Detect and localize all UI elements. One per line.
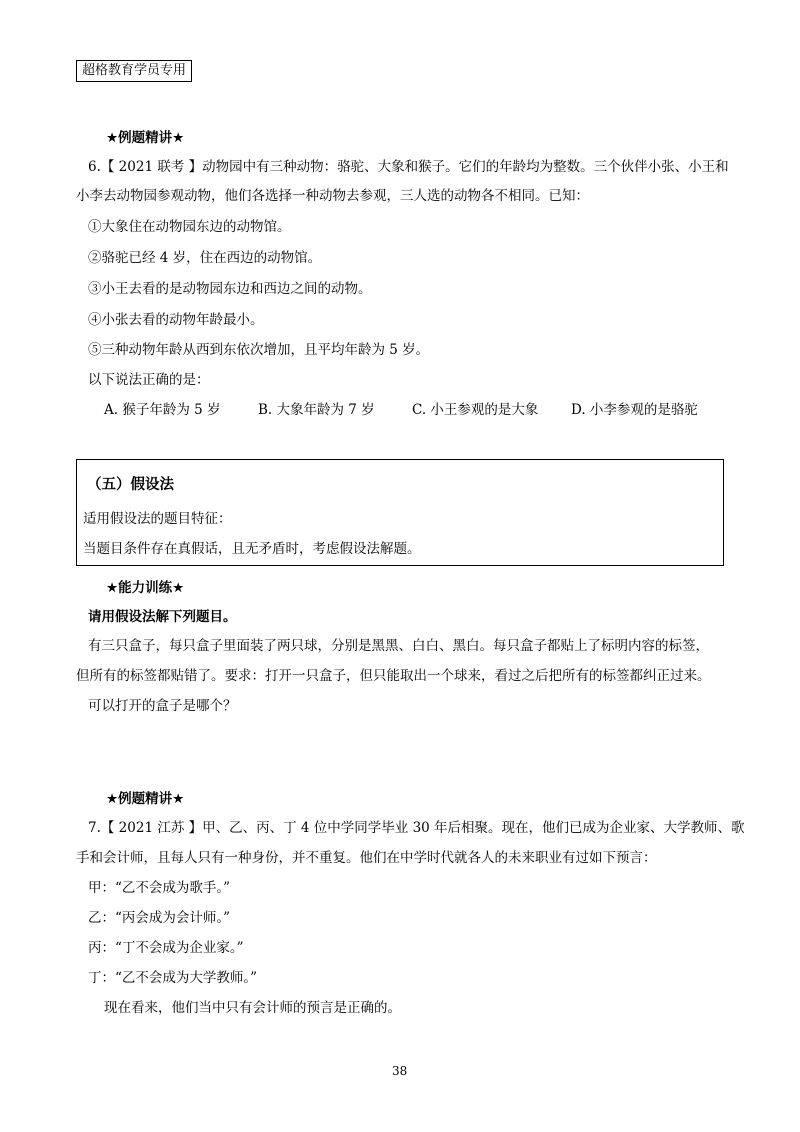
training-paragraph-line-1: 有三只盒子，每只盒子里面装了两只球，分别是黑黑、白白、黑白。每只盒子都贴上了标明内容的标签， — [88, 638, 709, 654]
question-7-line-1: 7.【 2021 江苏 】甲、乙、丙、丁 4 位中学同学毕业 30 年后相聚。现在，他们已成为企业家、大学教师、歌 — [88, 820, 745, 836]
question-6-line-2: 小李去动物园参观动物，他们各选择一种动物去参观，三人选的动物各不相同。已知： — [76, 188, 589, 204]
training-question: 可以打开的盒子是哪个？ — [88, 698, 237, 714]
method-box — [76, 459, 724, 566]
training-paragraph-line-2: 但所有的标签都贴错了。要求：打开一只盒子，但只能取出一个球来，看过之后把所有的标签都纠正过来。 — [76, 668, 711, 684]
method-box-line-1: 适用假设法的题目特征： — [83, 511, 232, 527]
conclusion: 现在看来，他们当中只有会计师的预言是正确的。 — [104, 1000, 401, 1016]
option-c: C. 小王参观的是大象 — [412, 402, 539, 418]
question-7-line-2: 手和会计师，且每人只有一种身份，并不重复。他们在中学时代就各人的未来职业有过如下预言： — [76, 850, 657, 866]
condition-4: ④小张去看的动物年龄最小。 — [88, 312, 264, 328]
section-heading-example-1: ★例题精讲★ — [106, 130, 185, 146]
condition-1: ①大象住在动物园东边的动物馆。 — [88, 219, 291, 235]
option-d: D. 小李参观的是骆驼 — [571, 402, 698, 418]
section-heading-training: ★能力训练★ — [106, 580, 185, 596]
method-box-title: （五）假设法 — [87, 477, 174, 493]
condition-3: ③小王去看的是动物园东边和西边之间的动物。 — [88, 281, 372, 297]
question-prompt: 以下说法正确的是： — [88, 372, 210, 388]
option-b: B. 大象年龄为 7 岁 — [258, 402, 375, 418]
prediction-ding: 丁：“乙不会成为大学教师。” — [88, 970, 258, 986]
question-6-line-1: 6.【 2021 联考 】动物园中有三种动物：骆驼、大象和猴子。它们的年龄均为整数。三个伙伴小张、小王和 — [88, 159, 729, 175]
prediction-bing: 丙：“丁不会成为企业家。” — [88, 940, 244, 956]
prediction-jia: 甲：“乙不会成为歌手。” — [88, 880, 231, 896]
training-instruction: 请用假设法解下列题目。 — [88, 609, 237, 625]
section-heading-example-2: ★例题精讲★ — [106, 791, 185, 807]
prediction-yi: 乙：“丙会成为会计师。” — [88, 910, 231, 926]
condition-5: ⑤三种动物年龄从西到东依次增加，且平均年龄为 5 岁。 — [88, 342, 430, 358]
option-a: A. 猴子年龄为 5 岁 — [104, 402, 221, 418]
method-box-line-2: 当题目条件存在真假话，且无矛盾时，考虑假设法解题。 — [83, 541, 421, 557]
condition-2: ②骆驼已经 4 岁，住在西边的动物馆。 — [88, 250, 322, 266]
page-number: 38 — [392, 1064, 408, 1078]
header-label: 超格教育学员专用 — [76, 60, 192, 82]
